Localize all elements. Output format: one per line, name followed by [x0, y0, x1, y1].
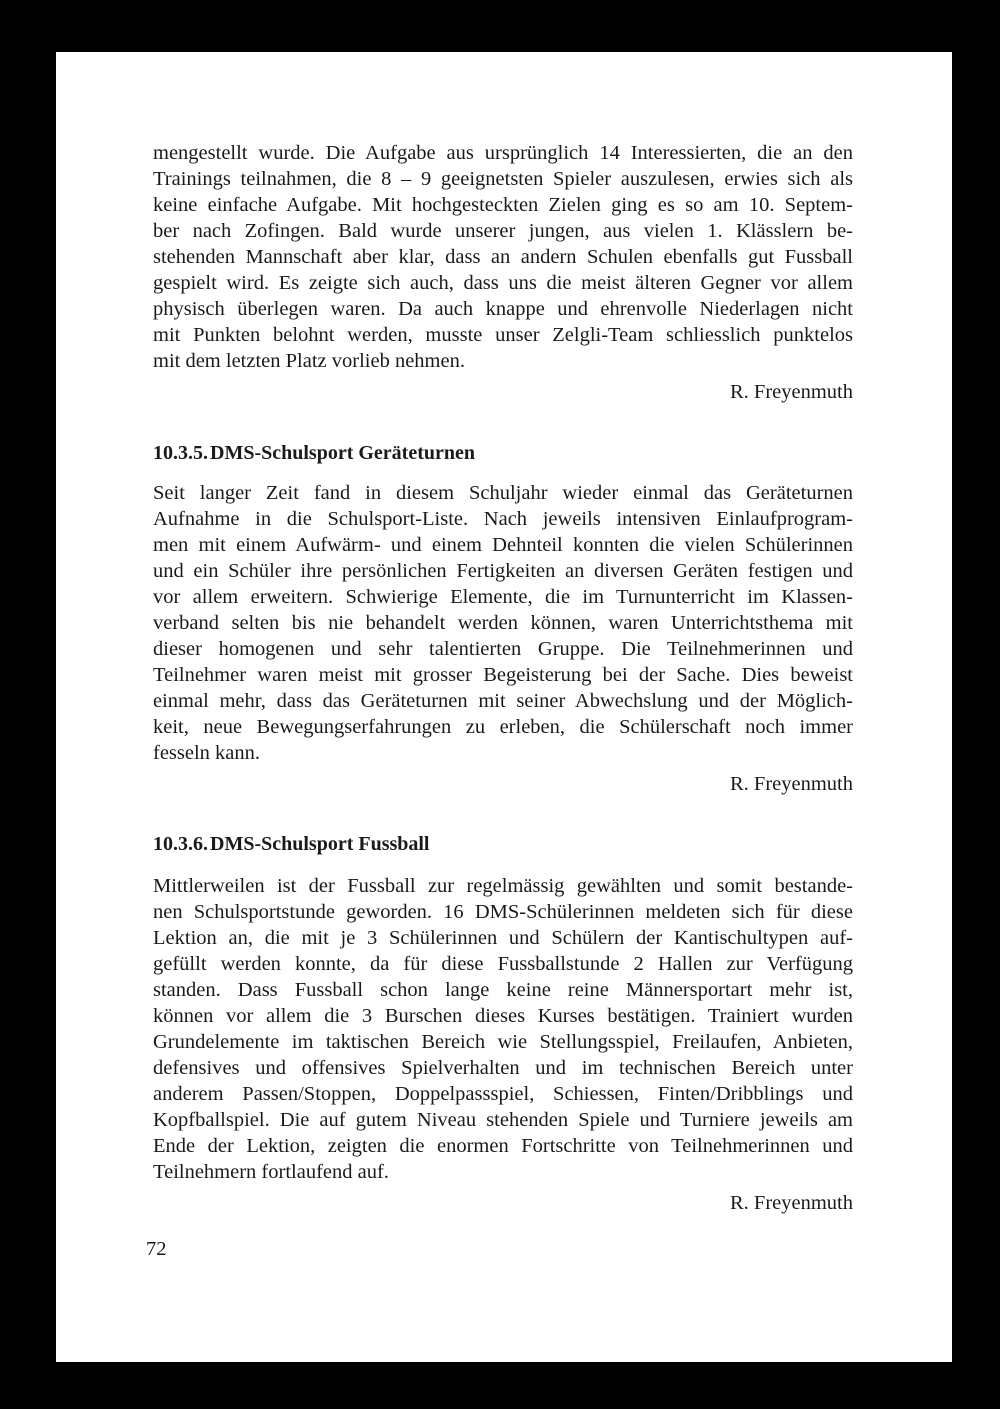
fussball-paragraph — [153, 873, 853, 1185]
text-line: Teilnehmern fortlaufend auf. — [153, 1161, 389, 1183]
geraeteturnen-paragraph — [153, 480, 853, 766]
text-line: nen Schulsportstunde geworden. 16 DMS-Schülerinnen meldeten sich für diese — [153, 901, 853, 923]
text-line: Mittlerweilen ist der Fussball zur regelmässig gewählten und somit bestande- — [153, 875, 853, 897]
text-line: Grundelemente im taktischen Bereich wie Stellungsspiel, Freilaufen, Anbieten, — [153, 1031, 853, 1053]
text-line: Seit langer Zeit fand in diesem Schuljahr wieder einmal das Geräteturnen — [153, 482, 853, 504]
text-line: vor allem erweitern. Schwierige Elemente, die im Turnunterricht im Klassen- — [153, 586, 853, 608]
section-heading-fussball — [153, 831, 853, 857]
text-line: mit dem letzten Platz vorlieb nehmen. — [153, 350, 465, 372]
text-line: stehenden Mannschaft aber klar, dass an andern Schulen ebenfalls gut Fussball — [153, 246, 853, 268]
intro-author: R. Freyenmuth — [730, 381, 853, 403]
fussball-author: R. Freyenmuth — [730, 1192, 853, 1214]
text-line: fesseln kann. — [153, 742, 261, 764]
text-line: defensives und offensives Spielverhalten und im technischen Bereich unter — [153, 1057, 853, 1079]
text-line: mit Punkten belohnt werden, musste unser Zelgli-Team schliesslich punktelos — [153, 324, 853, 346]
text-line: Aufnahme in die Schulsport-Liste. Nach jeweils intensiven Einlaufprogram- — [153, 508, 853, 530]
section-title: DMS-Schulsport Fussball — [210, 833, 430, 855]
section-heading-geraeteturnen — [153, 440, 853, 466]
text-line: keine einfache Aufgabe. Mit hochgesteckten Zielen ging es so am 10. Septem- — [153, 194, 853, 216]
document-page — [56, 52, 952, 1362]
text-line: gespielt wird. Es zeigte sich auch, dass uns die meist älteren Gegner vor allem — [153, 272, 853, 294]
text-line: einmal mehr, dass das Geräteturnen mit seiner Abwechslung und der Möglich- — [153, 690, 853, 712]
page-number: 72 — [146, 1238, 167, 1260]
text-line: können vor allem die 3 Burschen dieses Kurses bestätigen. Trainiert wurden — [153, 1005, 853, 1027]
section-title: DMS-Schulsport Geräteturnen — [210, 442, 475, 464]
text-line: und ein Schüler ihre persönlichen Fertigkeiten an diversen Geräten festigen und — [153, 560, 853, 582]
text-line: dieser homogenen und sehr talentierten Gruppe. Die Teilnehmerinnen und — [153, 638, 853, 660]
text-line: physisch überlegen waren. Da auch knappe und ehrenvolle Niederlagen nicht — [153, 298, 853, 320]
text-line: Ende der Lektion, zeigten die enormen Fortschritte von Teilnehmerinnen und — [153, 1135, 853, 1157]
text-line: anderem Passen/Stoppen, Doppelpassspiel, Schiessen, Finten/Dribblings und — [153, 1083, 853, 1105]
section-number: 10.3.5. — [153, 442, 208, 464]
text-line: Lektion an, die mit je 3 Schülerinnen und Schülern der Kantischultypen auf- — [153, 927, 853, 949]
text-line: ber nach Zofingen. Bald wurde unserer jungen, aus vielen 1. Klässlern be- — [153, 220, 853, 242]
text-line: Trainings teilnahmen, die 8 – 9 geeignetsten Spieler auszulesen, erwies sich als — [153, 168, 853, 190]
text-line: verband selten bis nie behandelt werden können, waren Unterrichtsthema mit — [153, 612, 853, 634]
text-line: mengestellt wurde. Die Aufgabe aus ursprünglich 14 Interessierten, die an den — [153, 142, 853, 164]
text-line: Kopfballspiel. Die auf gutem Niveau stehenden Spiele und Turniere jeweils am — [153, 1109, 853, 1131]
text-line: keit, neue Bewegungserfahrungen zu erleben, die Schülerschaft noch immer — [153, 716, 853, 738]
text-line: Teilnehmer waren meist mit grosser Begeisterung bei der Sache. Dies beweist — [153, 664, 853, 686]
geraeteturnen-author: R. Freyenmuth — [730, 773, 853, 795]
text-line: gefüllt werden konnte, da für diese Fussballstunde 2 Hallen zur Verfügung — [153, 953, 853, 975]
intro-paragraph — [153, 140, 853, 374]
text-line: men mit einem Aufwärm- und einem Dehnteil konnten die vielen Schülerinnen — [153, 534, 853, 556]
page-content — [153, 140, 853, 1216]
section-number: 10.3.6. — [153, 833, 208, 855]
text-line: standen. Dass Fussball schon lange keine reine Männersportart mehr ist, — [153, 979, 853, 1001]
